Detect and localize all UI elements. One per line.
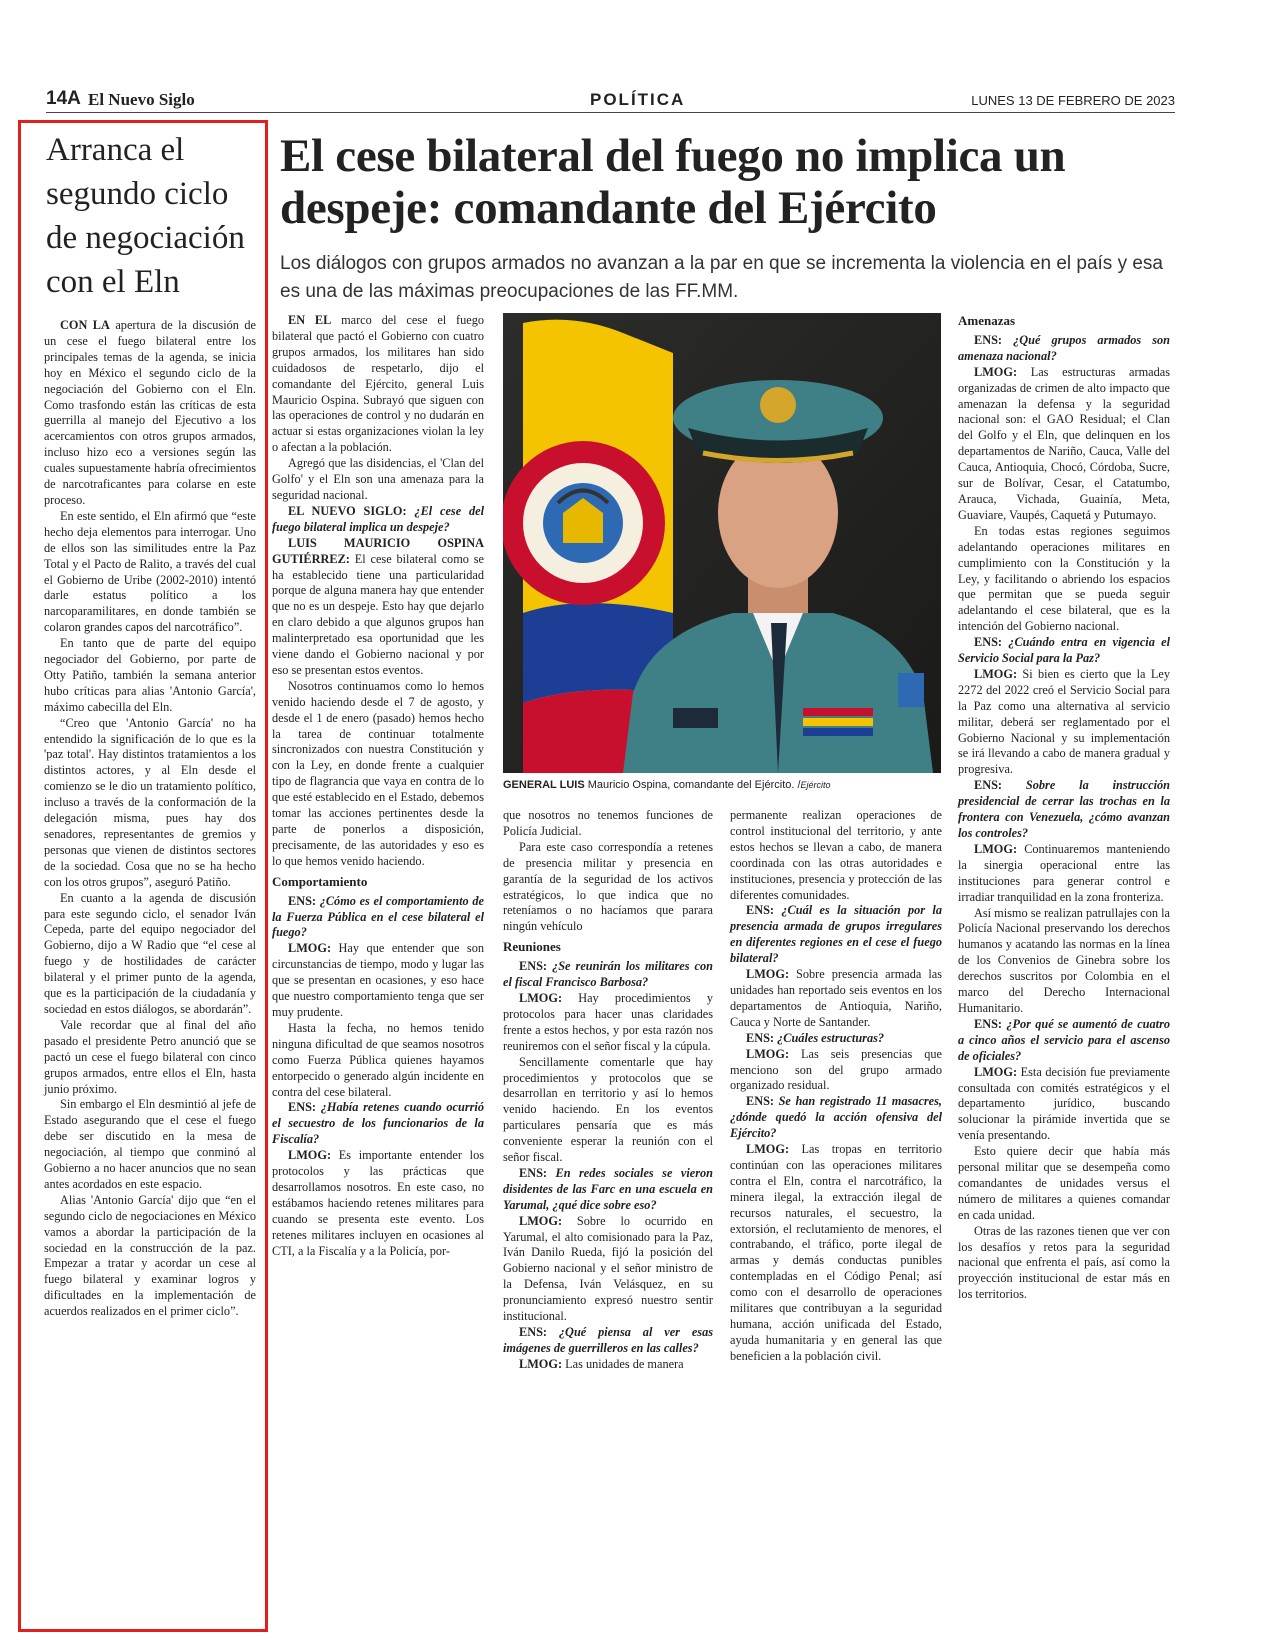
sidebar-paragraph: En tanto que de parte del equipo negociador del Gobierno, por parte de Otty Patiño, también la semana anterior hubo críticas para alias 'Antonio García', máximo cabecilla del Eln. [44,636,256,714]
sidebar-paragraph: Vale recordar que al final del año pasado el presidente Petro anunció que se pactó un cese el fuego bilateral con cinco grupos armados, entre ellos el Eln, hasta junio próximo. [44,1017,256,1096]
interview-question: ENS: ¿Se reunirán los militares con el fiscal Francisco Barbosa? [503,959,713,990]
interview-question: ENS: ¿Cuándo entra en vigencia el Servicio Social para la Paz? [958,635,1170,666]
article-column-1 [272,313,484,1259]
article-paragraph: En todas estas regiones seguimos adelantando operaciones militares en cumplimiento con la Constitución y la Ley, y facilitando o abriendo los espacios que permitan que se pueda seguir adelantando el cese bilateral, que es la intención del Gobierno nacional. [958,523,1170,634]
article-paragraph: permanente realizan operaciones de control institucional del territorio, y ante estos hechos se llevan a cabo, de manera coordinada con las otras autoridades e instituciones, presencia y protección de las diferentes comunidades. [730,808,942,902]
page-number: 14A [46,88,81,109]
article-paragraph: Agregó que las disidencias, el 'Clan del Golfo' y el Eln son una amenaza para la seguridad nacional. [272,456,484,502]
article-column-4 [958,313,1170,1303]
interview-question: ENS: ¿Qué piensa al ver esas imágenes de guerrilleros en las calles? [503,1325,713,1355]
interview-question: ENS: ¿Cuáles estructuras? [746,1030,885,1045]
interview-answer: LMOG: Las tropas en territorio continúan con las operaciones militares contra el Eln, contra el narcotráfico, la minera ilegal, la extracción ilegal de recursos naturales, el secuestro, la extorsión, el reclutamiento de menores, el contrabando, el tráfico, porte ilegal de armas y demás conductas punibles contempladas en el Código Penal; así como con el desarrollo de operaciones militares que contribuyan a la seguridad humana, acción unificada del Estado, ayuda humanitaria y en general las que beneficien a la población civil. [730,1142,942,1363]
interview-question: ENS: ¿Qué grupos armados son amenaza nacional? [958,332,1170,363]
interview-question: ENS: Se han registrado 11 masacres, ¿dónde quedó la acción ofensiva del Ejército? [730,1094,942,1141]
interview-question: ENS: En redes sociales se vieron disidentes de las Farc en una escuela en Yarumal, ¿qué dice sobre eso? [503,1165,713,1212]
sidebar-title: Arranca el segundo ciclo de negociación con el Eln [46,132,245,300]
interview-question: ENS: ¿Había retenes cuando ocurrió el secuestro de los funcionarios de la Fiscalía? [272,1100,484,1147]
article-paragraph: Otras de las razones tienen que ver con los desafíos y retos para la seguridad nacional que enfrenta el país, así como la proyección institucional de estar más en los territorios. [958,1223,1170,1302]
interview-answer: LMOG: Si bien es cierto que la Ley 2272 del 2022 creó el Servicio Social para la Paz como una alternativa al servicio militar, deberá ser reglamentado por el Gobierno Nacional y su implementación se irá llevando a cabo de manera gradual y progresiva. [958,666,1170,777]
issue-date: LUNES 13 DE FEBRERO DE 2023 [971,93,1175,108]
general-portrait-photo [503,313,941,773]
article-paragraph: Sencillamente comentarle que hay procedimientos y protocolos que se desarrollan en territorio y así lo hemos venido haciendo. En los eventos particulares pensaría que es más conveniente esperar la reunión con el señor fiscal. [503,1054,713,1165]
interview-answer: LMOG: Continuaremos manteniendo la sinergia operacional entre las instituciones para generar control e irradiar tranquilidad en la zona fronteriza. [958,841,1170,904]
interview-answer: LUIS MAURICIO OSPINA GUTIÉRREZ: El cese bilateral como se ha establecido tiene una particularidad porque de alguna manera hay que entender que no es un despeje. Esto hay que dejarlo en claro debido a que algunos grupos han malinterpretado esa oportunidad que les viene dando el Gobierno nacional y por eso se presentan estos eventos. [272,535,484,677]
interview-question: ENS: ¿Por qué se aumentó de cuatro a cinco años el servicio para el ascenso de oficiales? [958,1016,1170,1063]
interview-answer: LMOG: Hay que entender que son circunstancias de tiempo, modo y lugar las que se presentan en ocasiones, y eso hace que nuestro comportamiento tenga que ser muy prudente. [272,941,484,1019]
header-rule [46,112,1175,113]
interview-question: EL NUEVO SIGLO: ¿El cese del fuego bilateral implica un despeje? [272,503,485,534]
interview-answer: LMOG: Es importante entender los protocolos y las prácticas que desarrollamos nosotros. En este caso, no estábamos haciendo retenes militares para cuando se presenta este evento. Los retenes militares incluyen en ocasiones al CTI, a la Fiscalía y a la Policía, por- [272,1148,484,1258]
subheading: Reuniones [503,939,561,955]
interview-answer: LMOG: Hay procedimientos y protocolos para hacer unas claridades frente a estos hechos, y por esta razón nos reuniremos con el señor fiscal y la cúpula. [503,990,713,1053]
photo-credit: Ejército [800,780,831,790]
article-paragraph: Para este caso correspondía a retenes de presencia militar y presencia en garantía de la seguridad de los activos estratégicos, lo que indica que no reteníamos o no hacíamos que parara ningún vehículo [503,839,713,934]
portrait-illustration [503,313,941,773]
interview-answer: LMOG: Sobre lo ocurrido en Yarumal, el alto comisionado para la Paz, Iván Danilo Rueda, fijó la posición del Gobierno nacional y el señor ministro de la Defensa, Iván Velásquez, en su pronunciamiento expresó nuestro sentir institucional. [503,1213,713,1324]
interview-question: ENS: Sobre la instrucción presidencial de cerrar las trochas en la frontera con Venezuela, ¿cómo avanzan los controles? [958,778,1170,840]
article-column-2 [503,808,713,1373]
interview-answer: LMOG: Sobre presencia armada las unidades han reportado seis eventos en los departamentos de Antioquia, Nariño, Cauca y Norte de Santander. [730,967,942,1029]
sidebar-paragraph: En cuanto a la agenda de discusión para este segundo ciclo, el senador Iván Cepeda, parte del equipo negociador del Gobierno, dijo a W Radio que “el cese al fuego y de hostilidades de carácter bilateral y el primer punto de la agenda, que es la participación de la ciudadanía y sociedad en estos diálogos, se abordarán”. [44,890,256,1016]
subheading: Amenazas [958,313,1016,328]
interview-answer: LMOG: Las seis presencias que menciono son del grupo armado organizado residual. [730,1046,942,1093]
article-paragraph: Esto quiere decir que había más personal militar que se desempeña como comandantes de unidades versus el número de militares a quienes comandar en cada unidad. [958,1144,1170,1222]
section-name: POLÍTICA [590,90,686,109]
photo-caption: GENERAL LUIS Mauricio Ospina, comandante del Ejército. /Ejército [503,779,831,791]
sidebar-paragraph: Alias 'Antonio García' dijo que “en el segundo ciclo de negociaciones en México vamos a abordar la participación de la sociedad en la construcción de la paz. Empezar a tratar y acordar un cese al fuego bilateral y examinar logros y dificultades en la implementación de acuerdos realizados en el primer ciclo”. [44,1192,256,1319]
interview-answer: LMOG: Esta decisión fue previamente consultada con comités estratégicos y el departamento jurídico, buscando solucionar la pirámide invertida que se venía presentando. [958,1064,1170,1143]
article-paragraph: Así mismo se realizan patrullajes con la Policía Nacional preservando los derechos humanos y acatando las normas en la línea de los Convenios de Ginebra sobre los derechos suscritos por Colombia en el marco del Derecho Internacional Humanitario. [958,905,1171,1015]
article-paragraph: Hasta la fecha, no hemos tenido ninguna dificultad de que seamos nosotros como Fuerza Pública quienes hayamos entorpecido o generado algún incidente en contra del cese bilateral. [272,1020,484,1099]
article-deck: Los diálogos con grupos armados no avanzan a la par en que se incrementa la violencia en el país y esa es una de las máximas preocupaciones de las FF.MM. [280,253,1163,302]
sidebar-lead: CON LA [60,318,110,332]
article-column-3 [730,808,942,1365]
interview-question: ENS: ¿Cómo es el comportamiento de la Fuerza Pública en el cese bilateral el fuego? [272,893,484,940]
article-paragraph: que nosotros no tenemos funciones de Policía Judicial. [503,808,713,838]
sidebar-paragraph: “Creo que 'Antonio García' no ha entendido la significación de lo que es la 'paz total'. Hay distintos tratamientos a los distintos actores, y al Eln desde el comienzo se le dio un tratamiento político, incluso a través de la conformación de la delegación misma, pues hay dos senadores, representantes de gremios y personas que vienen de distintos sectores de la sociedad. Cosa que no se ha hecho con los otros grupos”, aseguró Patiño. [44,715,256,889]
subheading: Comportamiento [272,873,368,889]
interview-question: ENS: ¿Cuál es la situación por la presencia armada de grupos irregulares en diferentes regiones en el cese el fuego bilateral? [730,903,942,966]
newspaper-name: El Nuevo Siglo [88,90,195,109]
article-paragraph: EN EL marco del cese el fuego bilateral que pactó el Gobierno con cuatro grupos armados, los militares han sido cuidadosos de respetarlo, dijo el comandante del Ejército, general Luis Mauricio Ospina. Subrayó que siguen con las operaciones de control y no dudarán en actuar si estas organizaciones violan la ley o afectan a la población. [272,313,484,455]
sidebar-body [44,318,256,1320]
sidebar-paragraph: CON LA apertura de la discusión de un cese el fuego bilateral entre los principales temas de la agenda, se inicia hoy en México el segundo ciclo de la negociación del Gobierno con el Eln. Como trasfondo están las críticas de esta guerrilla al manejo del Ejecutivo a los acercamientos con otros grupos armados, incluso hizo eco a versiones según las cuales supuestamente habría ofrecimientos de narcotraficantes para colarse en este proceso. [44,318,256,507]
article-paragraph: Nosotros continuamos como lo hemos venido haciendo desde el 7 de agosto, y desde el 1 de enero (pasado) hemos hecho la tarea de continuar totalmente sincronizados con nuestra Constitución y con la Ley, en donde frente a cualquier tipo de flagrancia que vaya en contra de lo que esté establecido en el Estado, debemos tomar las acciones pertinentes desde la parte de ponerlos a disposición, precisamente, de las autoridades y eso es lo que hemos venido haciendo. [272,678,484,868]
interview-answer: LMOG: Las estructuras armadas organizadas de crimen de alto impacto que amenazan la defensa y la seguridad nacional son: el GAO Residual; el Clan del Golfo y el Eln, que delinquen en los departamentos de Nariño, Cauca, Valle del Cauca, Antioquia, Chocó, Córdoba, Sucre, sur de Bolívar, Cesar, el Catatumbo, Arauca, Vichada, Guainía, Meta, Guaviare, Vaupés, Caquetá y Putumayo. [958,364,1170,522]
interview-answer: LMOG: Las unidades de manera [519,1356,684,1371]
article-headline: El cese bilateral del fuego no implica un despeje: comandante del Ejército [280,130,1066,234]
sidebar-paragraph: Sin embargo el Eln desmintió al jefe de Estado asegurando que el cese el fuego debe ser discutido en la mesa de negociación, al tiempo que conminó al Gobierno a no hacer anuncios que no sean antes acordados en este espacio. [44,1097,256,1191]
sidebar-paragraph: En este sentido, el Eln afirmó que “este hecho deja elementos para interrogar. Uno de ellos son las similitudes entre la Paz Total y el Pacto de Ralito, a través del cual el Gobierno de Uribe (2002-2010) intentó darle estatus político a los narcoparamilitares, en donde también se colaron grandes capos del narcotráfico”. [44,508,256,635]
